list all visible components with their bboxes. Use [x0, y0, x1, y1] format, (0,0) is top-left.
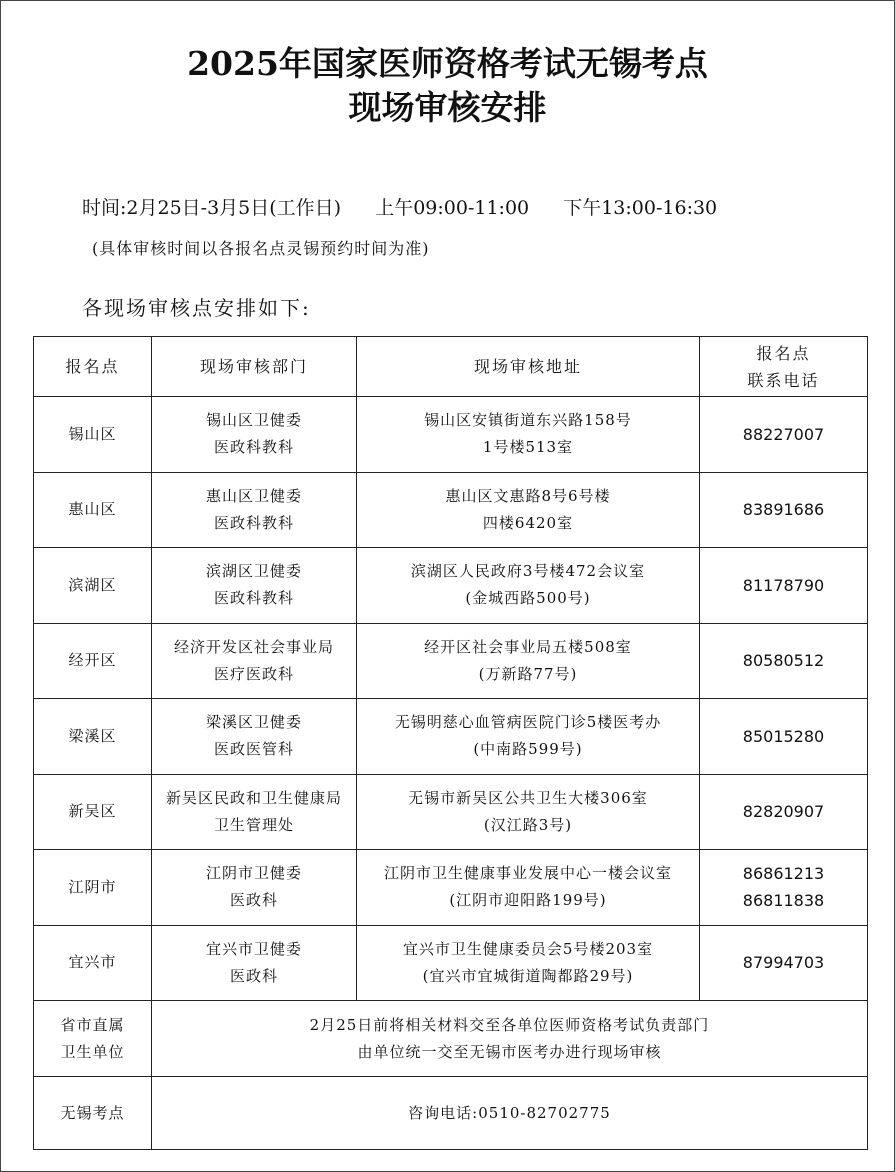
address-cell	[357, 850, 700, 926]
dept-line2: 医政医管科	[213, 740, 294, 759]
address-line2: (万新路77号)	[478, 664, 578, 683]
address-line1: 无锡明慈心血管病医院门诊5楼医考办	[394, 713, 662, 732]
dept-line2: 医疗医政科	[213, 664, 294, 683]
table-row	[34, 850, 868, 926]
dept-line2: 医政科教科	[213, 589, 294, 608]
address-line1: 无锡市新吴区公共卫生大楼306室	[408, 788, 648, 807]
dept-line2: 医政科教科	[213, 513, 294, 532]
dept-line2: 医政科	[229, 891, 278, 910]
intro-text: 各现场审核点安排如下:	[82, 296, 311, 320]
header-phone	[700, 337, 868, 397]
dept-line1: 惠山区卫健委	[205, 486, 302, 505]
header-phone-line2: 联系电话	[747, 370, 820, 390]
dept-cell	[152, 623, 357, 699]
dept-cell	[152, 548, 357, 624]
dept-line1: 滨湖区卫健委	[205, 562, 302, 581]
table-header-row	[34, 337, 868, 397]
special-note-cell	[152, 1001, 868, 1077]
header-dept: 现场审核部门	[152, 337, 357, 397]
address-line1: 宜兴市卫生健康委员会5号楼203室	[402, 939, 654, 958]
dept-cell	[152, 925, 357, 1001]
site-cell	[34, 1001, 152, 1077]
phone-number-2: 86811838	[742, 891, 825, 911]
header-site: 报名点	[34, 337, 152, 397]
table-row-wuxi-exam-site	[34, 1077, 868, 1150]
address-cell	[357, 699, 700, 775]
site-cell: 滨湖区	[34, 548, 152, 624]
dept-cell	[152, 774, 357, 850]
time-note: (具体审核时间以各报名点灵锡预约时间为准)	[92, 239, 430, 258]
site-cell: 锡山区	[34, 397, 152, 473]
phone-number: 80580512	[742, 651, 825, 671]
time-info	[82, 193, 717, 220]
table-row	[34, 774, 868, 850]
site-line2: 卫生单位	[60, 1042, 125, 1061]
address-line2: (金城西路500号)	[465, 589, 591, 608]
dept-line2: 医政科	[229, 966, 278, 985]
address-cell	[357, 472, 700, 548]
page-title: 2025年国家医师资格考试无锡考点	[187, 44, 708, 83]
table-row	[34, 925, 868, 1001]
site-cell: 新吴区	[34, 774, 152, 850]
phone-cell	[700, 397, 868, 473]
site-cell: 经开区	[34, 623, 152, 699]
table-row	[34, 623, 868, 699]
phone-number: 85015280	[742, 726, 825, 746]
address-line1: 江阴市卫生健康事业发展中心一楼会议室	[383, 864, 672, 883]
phone-number: 88227007	[742, 424, 825, 444]
address-line1: 锡山区安镇街道东兴路158号	[424, 411, 632, 430]
dept-cell	[152, 699, 357, 775]
phone-cell	[700, 472, 868, 548]
address-cell	[357, 774, 700, 850]
phone-cell	[700, 699, 868, 775]
header-phone-line1: 报名点	[756, 343, 811, 363]
address-cell	[357, 548, 700, 624]
site-cell: 江阴市	[34, 850, 152, 926]
dept-line2: 卫生管理处	[213, 815, 294, 834]
site-cell: 梁溪区	[34, 699, 152, 775]
address-cell	[357, 925, 700, 1001]
site-cell: 宜兴市	[34, 925, 152, 1001]
phone-number: 83891686	[742, 500, 825, 520]
address-cell	[357, 397, 700, 473]
address-line1: 惠山区文惠路8号6号楼	[445, 486, 611, 505]
table-row-special-units	[34, 1001, 868, 1077]
time-morning: 上午09:00-11:00	[375, 197, 530, 219]
table-row	[34, 397, 868, 473]
phone-cell	[700, 774, 868, 850]
site-cell: 惠山区	[34, 472, 152, 548]
table-row	[34, 699, 868, 775]
dept-cell	[152, 850, 357, 926]
table-row	[34, 472, 868, 548]
special-note-line2: 由单位统一交至无锡市医考办进行现场审核	[357, 1042, 662, 1061]
dept-cell	[152, 472, 357, 548]
phone-cell	[700, 623, 868, 699]
review-schedule-table	[33, 336, 868, 1150]
address-line2: (江阴市迎阳路199号)	[449, 891, 607, 910]
site-cell: 无锡考点	[34, 1077, 152, 1150]
consult-phone-cell: 咨询电话:0510-82702775	[152, 1077, 868, 1150]
address-line2: (中南路599号)	[473, 740, 583, 759]
site-line1: 省市直属	[60, 1015, 125, 1034]
dept-line1: 江阴市卫健委	[205, 864, 302, 883]
address-line2: 四楼6420室	[482, 513, 574, 532]
dept-line2: 医政科教科	[213, 438, 294, 457]
page-subtitle: 现场审核安排	[348, 88, 547, 127]
phone-number: 86861213	[742, 864, 825, 884]
dept-line1: 梁溪区卫健委	[205, 713, 302, 732]
phone-cell	[700, 850, 868, 926]
time-afternoon: 下午13:00-16:30	[563, 197, 718, 219]
special-note-line1: 2月25日前将相关材料交至各单位医师资格考试负责部门	[309, 1015, 710, 1034]
dept-cell	[152, 397, 357, 473]
phone-number: 82820907	[742, 802, 825, 822]
phone-cell	[700, 925, 868, 1001]
address-line1: 经开区社会事业局五楼508室	[424, 637, 632, 656]
time-label: 时间:	[82, 197, 127, 219]
phone-number: 87994703	[742, 953, 825, 973]
address-line2: 1号楼513室	[482, 438, 574, 457]
address-cell	[357, 623, 700, 699]
time-dates: 2月25日-3月5日(工作日)	[126, 197, 342, 219]
phone-number: 81178790	[742, 575, 825, 595]
address-line2: (宜兴市宜城街道陶都路29号)	[422, 966, 634, 985]
dept-line1: 新吴区民政和卫生健康局	[165, 788, 342, 807]
dept-line1: 锡山区卫健委	[205, 411, 302, 430]
table-row	[34, 548, 868, 624]
address-line1: 滨湖区人民政府3号楼472会议室	[410, 562, 646, 581]
dept-line1: 宜兴市卫健委	[205, 939, 302, 958]
phone-cell	[700, 548, 868, 624]
dept-line1: 经济开发区社会事业局	[173, 637, 334, 656]
header-address: 现场审核地址	[357, 337, 700, 397]
address-line2: (汉江路3号)	[483, 815, 573, 834]
